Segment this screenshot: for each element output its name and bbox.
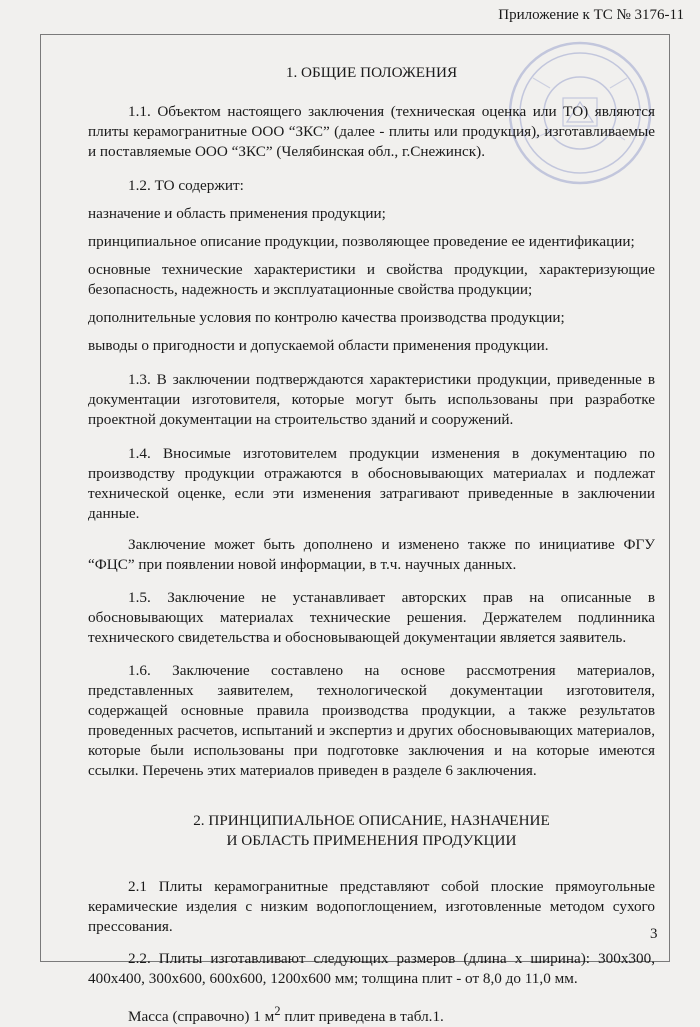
paragraph-1-6: 1.6. Заключение составлено на основе рассмотрения материалов, представленных заявителем, технологической документации изготовителя, содержащей основные правила производства продукции, а также результатов проведенных расчетов, испытаний и экспертиз и других обосновывающих материалов, которые были использованы при подготовке заключения и на которые имеются ссылки. Перечень этих материалов приведен в разделе 6 заключения. xyxy=(88,662,655,779)
section-2-title-line-1: 2. ПРИНЦИПИАЛЬНОЕ ОПИСАНИЕ, НАЗНАЧЕНИЕ xyxy=(193,812,550,829)
paragraph-1-2: 1.2. ТО содержит: xyxy=(128,177,244,194)
page-number: 3 xyxy=(650,926,658,942)
paragraph-2-1: 2.1 Плиты керамогранитные представляют собой плоские прямоугольные керамические изделия с низким водопоглощением, изготовленные методом сухого прессования. xyxy=(88,878,655,935)
section-2-title xyxy=(88,811,655,851)
document-body xyxy=(88,60,655,1027)
paragraph-mass xyxy=(88,1001,655,1027)
list-item: дополнительные условия по контролю качества производства продукции; xyxy=(88,309,565,326)
list-item: основные технические характеристики и свойства продукции, характеризующие безопасность, надежность и эксплуатационные свойства продукции; xyxy=(88,261,655,298)
section-2-title-line-2: И ОБЛАСТЬ ПРИМЕНЕНИЯ ПРОДУКЦИИ xyxy=(226,832,517,849)
page-header: Приложение к ТС № 3176-11 xyxy=(498,7,684,23)
paragraph-1-4-addendum: Заключение может быть дополнено и изменено также по инициативе ФГУ “ФЦС” при появлении новой информации, в т.ч. научных данных. xyxy=(88,536,655,573)
mass-text-end: плит приведена в табл.1. xyxy=(280,1008,444,1026)
mass-text: Масса (справочно) 1 м xyxy=(128,1008,275,1026)
list-item: выводы о пригодности и допускаемой области применения продукции. xyxy=(88,337,549,354)
paragraph-1-3: 1.3. В заключении подтверждаются характеристики продукции, приведенные в документации изготовителя, которые могут быть использованы при разработке проектной документации на строительство зданий и сооружений. xyxy=(88,371,655,428)
paragraph-2-2: 2.2. Плиты изготавливают следующих размеров (длина х ширина): 300х300, 400х400, 300х600, 600х600, 1200х600 мм; толщина плит - от 8,0 до 11,0 мм. xyxy=(88,950,655,987)
paragraph-1-4: 1.4. Вносимые изготовителем продукции изменения в документацию по производству продукции отражаются в обосновывающих материалах и подлежат технической оценке, если эти изменения затрагивают приведенные в заключении данные. xyxy=(88,445,655,522)
paragraph-1-1: 1.1. Объектом настоящего заключения (техническая оценка или ТО) являются плиты керамогранитные ООО “ЗКС” (далее - плиты или продукция), изготавливаемые и поставляемые ООО “ЗКС” (Челябинская обл., г.Снежинск). xyxy=(88,103,655,160)
paragraph-1-5: 1.5. Заключение не устанавливает авторских прав на описанные в обосновывающих материалах технические решения. Держателем подлинника технического свидетельства и обосновывающей документации является заявитель. xyxy=(88,589,655,646)
mass-superscript: 2 xyxy=(274,1004,281,1018)
list-item: принципиальное описание продукции, позволяющее проведение ее идентификации; xyxy=(88,233,635,250)
list-item: назначение и область применения продукции; xyxy=(88,205,386,222)
section-1-title: 1. ОБЩИЕ ПОЛОЖЕНИЯ xyxy=(285,64,458,81)
